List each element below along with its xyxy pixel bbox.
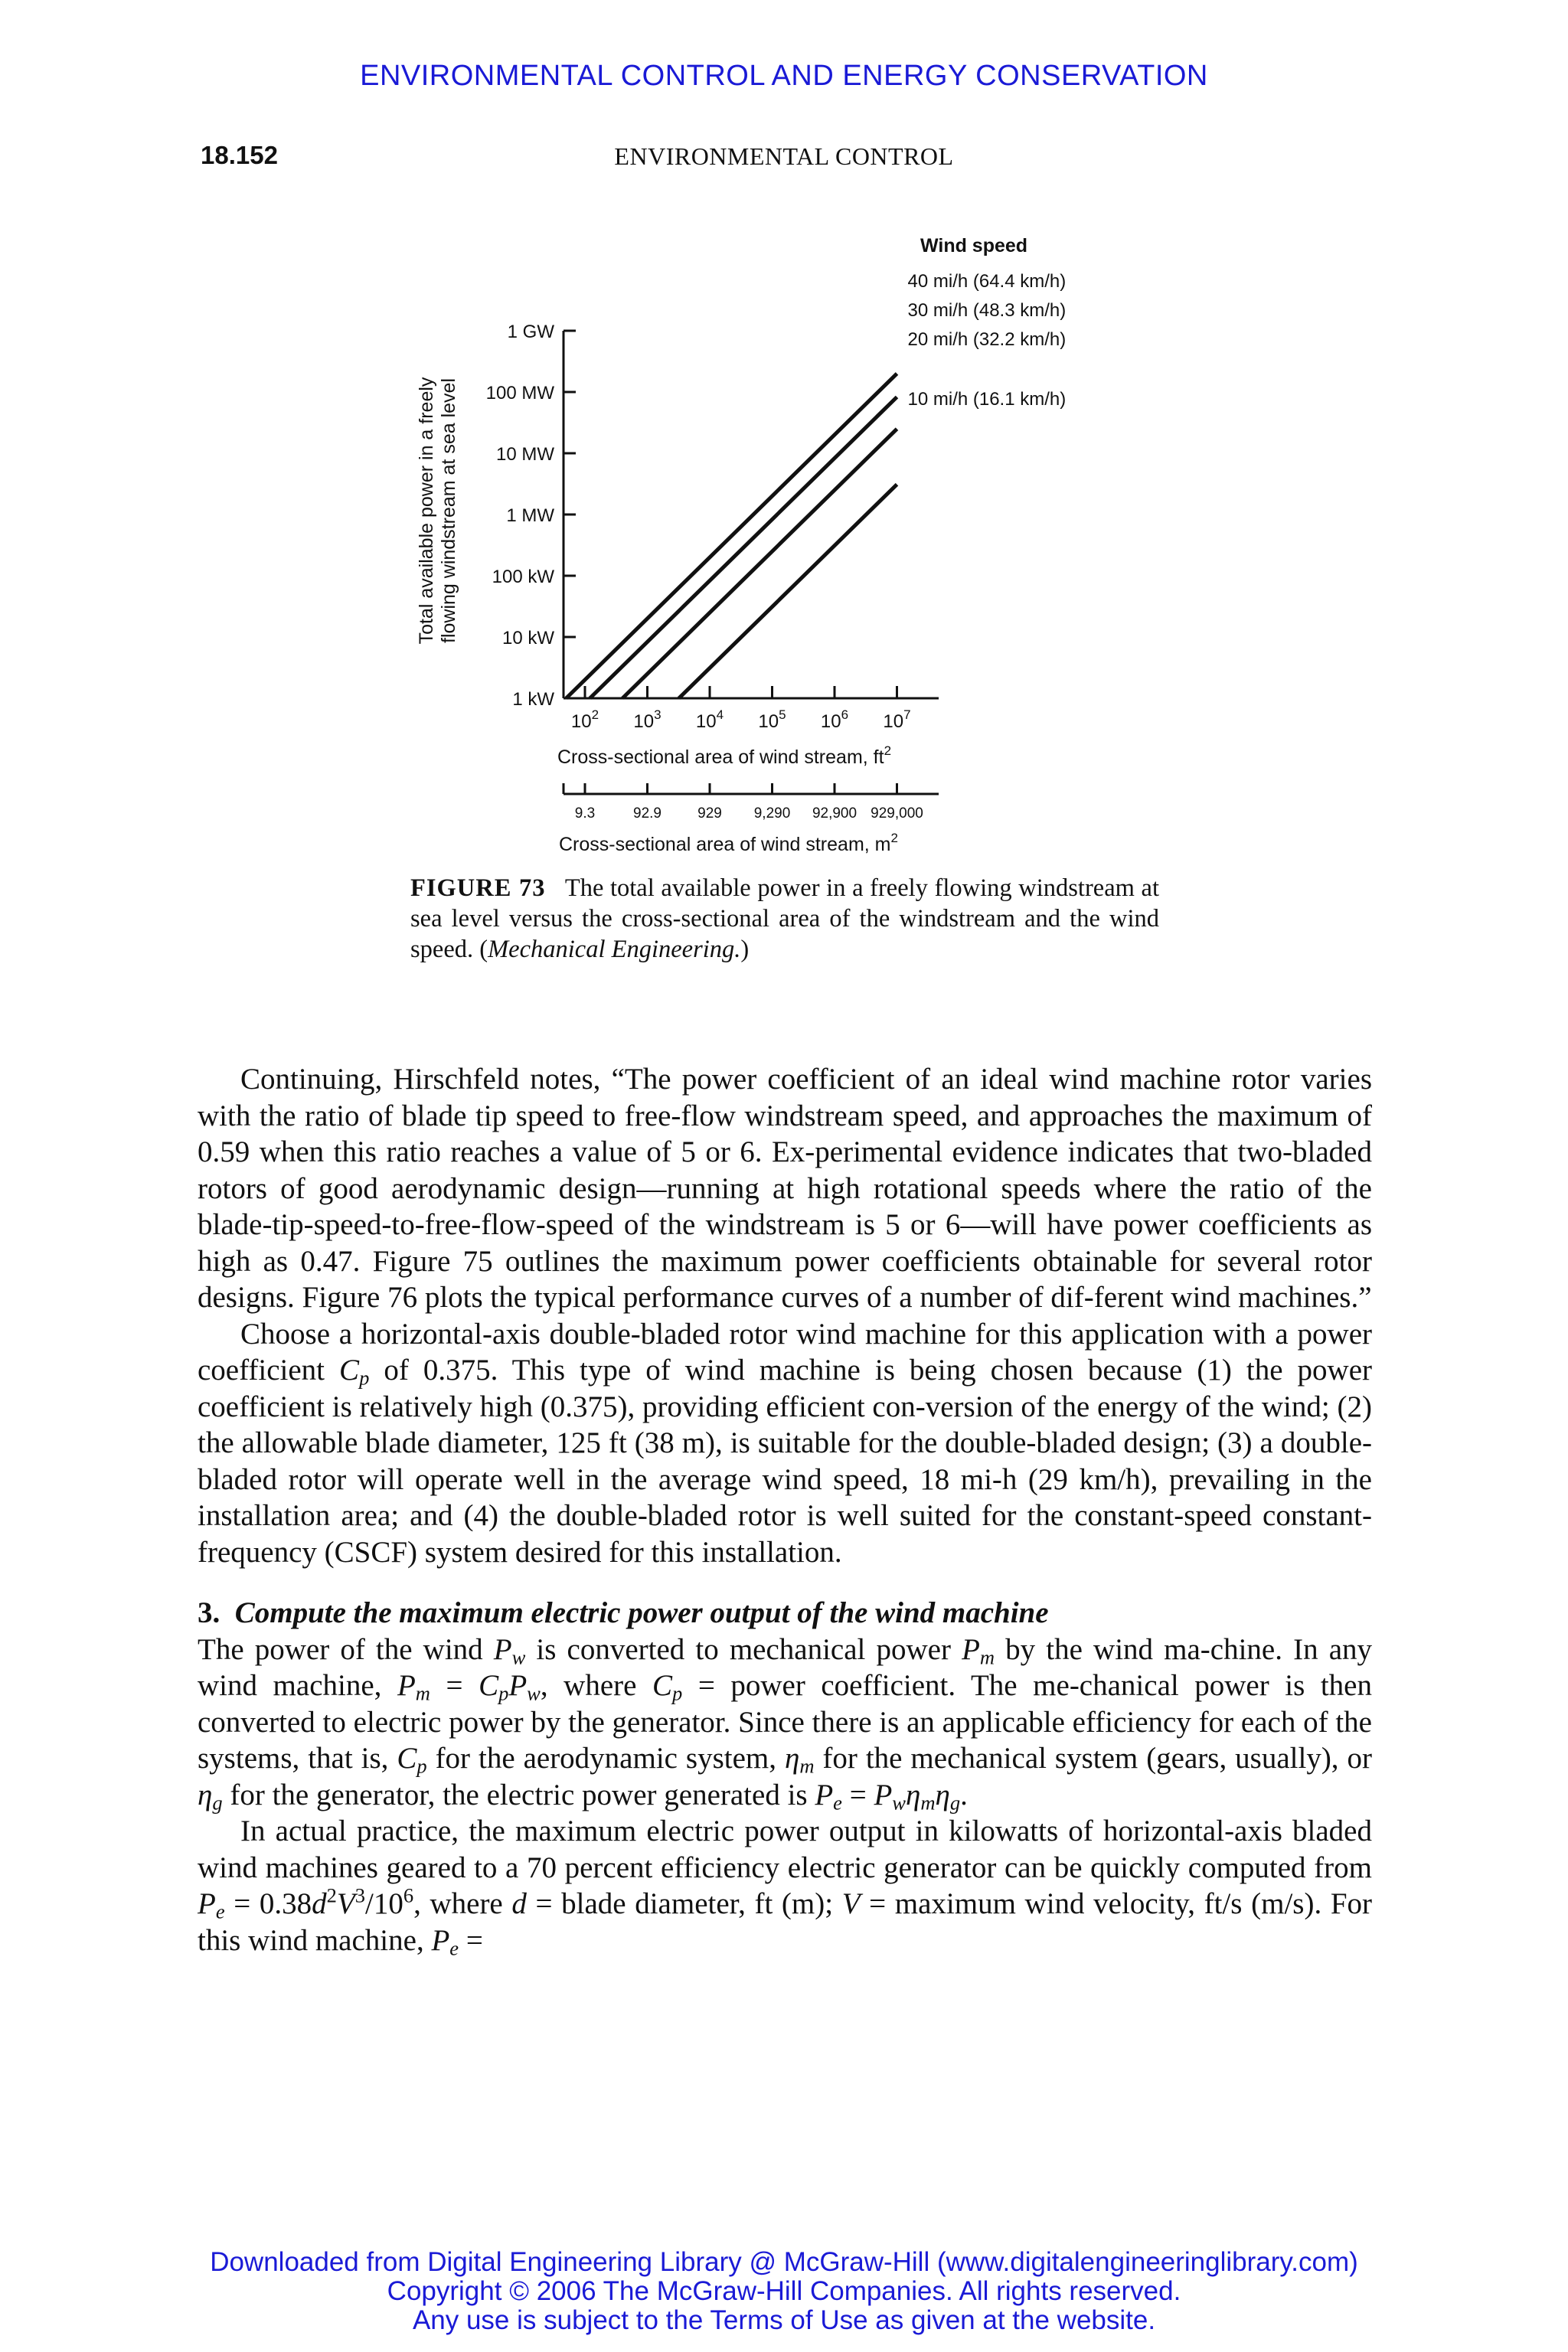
x-tick-label: $10^5$ [758,707,786,732]
m2-tick-label: 929,000 [871,805,923,822]
x-ticks-ft2 [571,686,911,732]
legend-entry: 10 mi/h (16.1 km/h) [907,389,1067,410]
x-tick-label: $10^2$ [570,707,599,732]
m2-tick-label: 9.3 [574,805,596,822]
footer-copyright: Copyright © 2006 The McGraw-Hill Companies. All rights reserved. [387,2276,1181,2306]
paragraph-hirschfeld: Continuing, Hirschfeld notes, “The power coefficient of an ideal wind machine rotor varies with the ratio of blade tip speed to free-flow windstream speed, and approaches the maximum of 0.59 when this ratio reaches a value of 5 or 6. Ex-perimental evidence indicates that two-bladed rotors of good aerodynamic design—running at high rotational speeds where the ratio of the blade-tip-speed-to-free-flow-speed of the windstream is 5 or 6—will have power coefficients as high as 0.47. Figure 75 outlines the maximum power coefficients obtainable for several rotor designs. Figure 76 plots the typical performance curves of a number of dif-ferent wind machines.” [198,1063,1372,1314]
x-tick-label: $10^4$ [695,707,724,732]
y-ticks [564,331,576,698]
y-axis-title-line2: flowing windstream at sea level [438,378,459,643]
x-axis-title-ft2: Cross-sectional area of wind stream, $ft^2$ [557,743,892,768]
x-axis-title-m2: Cross-sectional area of wind stream, $m^2$ [559,831,898,855]
caption-close: ) [740,936,750,963]
caption-text: The total available power in a freely flowing windstream at sea level versus the cross-sectional area of the windstream and the wind speed. ( [410,874,1159,963]
footer-terms: Any use is subject to the Terms of Use as given at the website. [412,2305,1156,2335]
document-banner: ENVIRONMENTAL CONTROL AND ENERGY CONSERVATION [360,60,1208,92]
series-line [622,429,897,698]
page-number: 18.152 [201,141,278,169]
legend-entry: 40 mi/h (64.4 km/h) [907,271,1067,292]
caption-source: Mechanical Engineering. [488,936,741,963]
x-ticks-m2 [564,783,923,822]
paragraph-power-conversion: The power of the wind $P_w$ is converted to mechanical power $P_m$ by the wind ma-chine. In any wind machine, $P_m = C_pP_w$, where $C_p$ = power coefficient. The me-chanical power is then converted to electric power by the generator. Since there is an applicable efficiency for each of the systems, that is, $C_p$ for the aerodynamic system, $\eta_m$ for the mechanical system (gears, usually), or $\eta_g$ for the generator, the electric power generated is $P_e = P_w\eta_m\eta_g$. [198,1632,1372,1815]
caption-label: FIGURE 73 [410,874,546,902]
legend [908,235,1067,410]
paragraph-actual-practice: In actual practice, the maximum electric power output in kilowatts of horizontal-axis bladed wind machines geared to a 70 percent efficiency electric generator can be quickly computed from $P_e = 0.38d^2V^3/10^6$, where d = blade diameter, ft (m); V = maximum wind velocity, ft/s (m/s). For this wind machine, $P_e$ = [198,1815,1372,1960]
x-tick-label: $10^6$ [820,707,849,732]
paragraph-choose-rotor: Choose a horizontal-axis double-bladed rotor wind machine for this application with a power coefficient $C_p$ of 0.375. This type of wind machine is being chosen because (1) the power coefficient is relatively high (0.375), providing efficient con-version of the energy of the wind; (2) the allowable blade diameter, 125 ft (38 m), is suitable for the double-bladed design; (3) a double-bladed rotor will operate well in the average wind speed, 18 mi-h (29 km/h), prevailing in the installation area; and (4) the double-bladed rotor is well suited for the constant-speed constant-frequency (CSCF) system desired for this installation. [198,1317,1372,1569]
y-tick-label: 1 kW [512,689,554,710]
legend-entry: 30 mi/h (48.3 km/h) [907,300,1067,321]
series-line [566,374,897,698]
m2-tick-label: 929 [697,805,722,822]
y-tick-label: 1 MW [506,505,554,526]
legend-entry: 20 mi/h (32.2 km/h) [907,329,1067,350]
series-lines [566,374,897,698]
m2-tick-label: 9,290 [753,805,791,822]
y-tick-labels [486,322,555,710]
x-tick-label: $10^7$ [883,707,911,732]
y-tick-label: 10 kW [501,628,554,648]
figure-caption [410,873,1159,965]
m2-tick-label: 92,900 [812,805,858,822]
y-axis-title-line1: Total available power in a freely [416,377,437,645]
wind-power-chart [398,226,1179,877]
y-tick-label: 1 GW [507,322,554,342]
series-line [590,397,897,698]
footer [0,2248,1568,2335]
x-tick-label: $10^3$ [633,707,662,732]
running-head: ENVIRONMENTAL CONTROL [614,142,954,170]
y-tick-label: 10 MW [495,444,554,465]
body-text [198,1061,1372,1958]
legend-title: Wind speed [920,235,1028,256]
series-line [679,485,897,698]
figure-73 [398,226,1179,877]
footer-download-link[interactable]: Downloaded from Digital Engineering Library @ McGraw-Hill (www.digitalengineeringlibrary.com) [210,2247,1358,2277]
step-heading: 3. Compute the maximum electric power output of the wind machine [198,1596,1049,1629]
m2-tick-label: 92.9 [633,805,662,822]
y-tick-label: 100 MW [485,383,554,403]
y-tick-label: 100 kW [492,567,554,587]
